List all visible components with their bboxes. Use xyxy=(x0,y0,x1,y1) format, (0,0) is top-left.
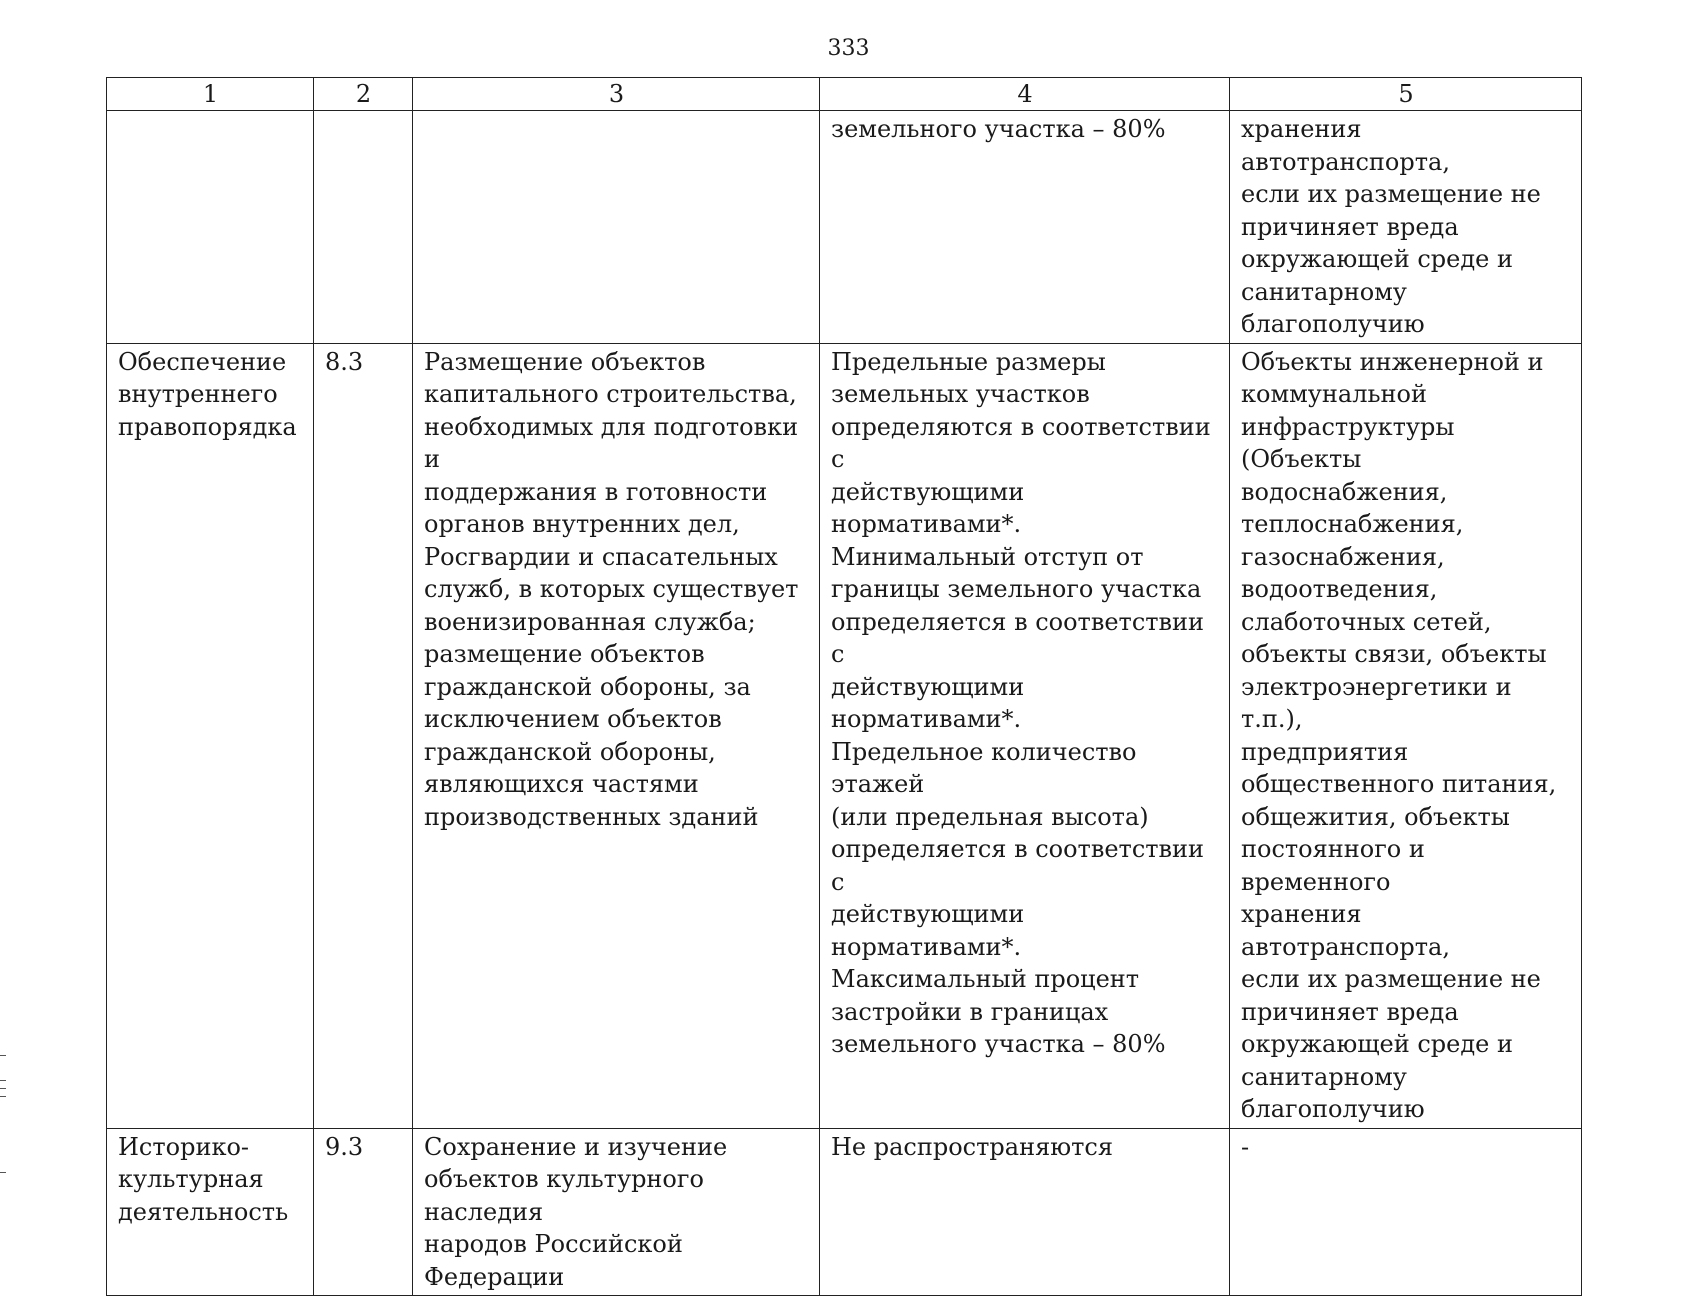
table-cell xyxy=(107,111,314,344)
scan-mark xyxy=(0,1080,6,1081)
table-cell: Историко- культурная деятельность xyxy=(107,1128,314,1296)
table-cell: Объекты инженерной и коммунальной инфраструктуры (Объекты водоснабжения, теплоснабжения, газоснабжения, водоотведения, слаботочных сетей, объекты связи, объекты электроэнергетики и т.п.), предприятия общественного питания, общежития, объекты постоянного и временного хранения автотранспорта, если их размещение не причиняет вреда окружающей среде и санитарному благополучию xyxy=(1230,343,1582,1128)
table-cell xyxy=(314,111,413,344)
table-cell xyxy=(413,111,820,344)
table-row xyxy=(107,111,1582,344)
column-header-3: 3 xyxy=(413,78,820,111)
page-number: 333 xyxy=(827,36,870,61)
column-header-1: 1 xyxy=(107,78,314,111)
table-cell: Сохранение и изучение объектов культурного наследия народов Российской Федерации xyxy=(413,1128,820,1296)
table-cell: Обеспечение внутреннего правопорядка xyxy=(107,343,314,1128)
table-cell: хранения автотранспорта, если их размещение не причиняет вреда окружающей среде и санитарному благополучию xyxy=(1230,111,1582,344)
column-header-4: 4 xyxy=(820,78,1230,111)
table-cell: Не распространяются xyxy=(820,1128,1230,1296)
table-cell: земельного участка – 80% xyxy=(820,111,1230,344)
table-cell: 9.3 xyxy=(314,1128,413,1296)
scan-mark xyxy=(0,1096,6,1097)
scan-mark xyxy=(0,1088,6,1089)
column-header-5: 5 xyxy=(1230,78,1582,111)
table-cell: 8.3 xyxy=(314,343,413,1128)
scan-mark xyxy=(0,1172,6,1173)
scan-mark xyxy=(0,1055,6,1056)
table-cell: Предельные размеры земельных участков определяются в соответствии с действующими нормативами*. Минимальный отступ от границы земельного участка определяется в соответствии с действующими нормативами*. Предельное количество этажей (или предельная высота) определяется в соответствии с действующими нормативами*. Максимальный процент застройки в границах земельного участка – 80% xyxy=(820,343,1230,1128)
table-row xyxy=(107,1128,1582,1296)
column-header-2: 2 xyxy=(314,78,413,111)
regulations-table xyxy=(106,77,1582,1296)
table-row xyxy=(107,343,1582,1128)
table-cell: - xyxy=(1230,1128,1582,1296)
table-header-row xyxy=(107,78,1582,111)
table-cell: Размещение объектов капитального строительства, необходимых для подготовки и поддержания в готовности органов внутренних дел, Росгвардии и спасательных служб, в которых существует военизированная служба; размещение объектов гражданской обороны, за исключением объектов гражданской обороны, являющихся частями производственных зданий xyxy=(413,343,820,1128)
